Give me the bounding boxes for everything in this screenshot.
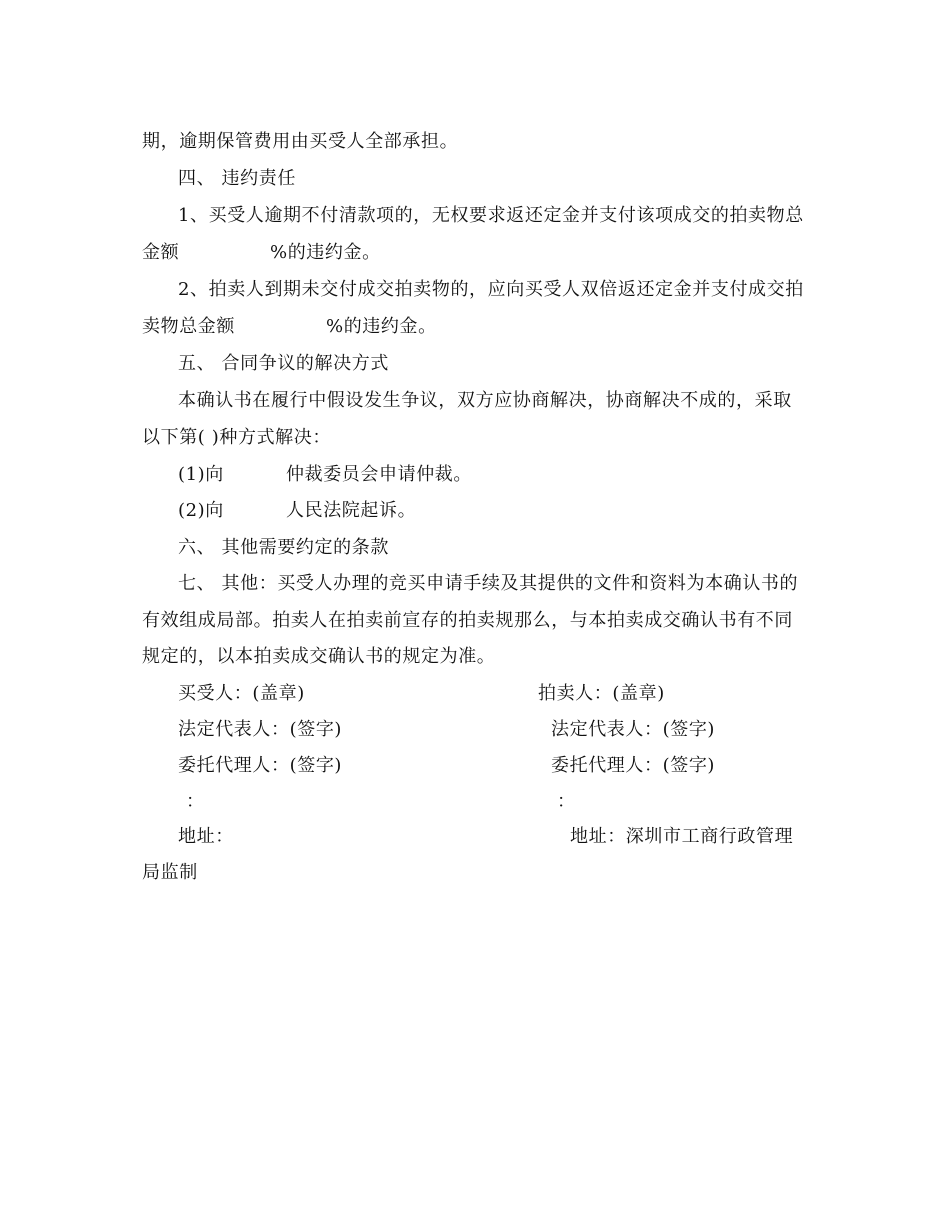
seller-legal-rep-label: 法定代表人：(签字) [551,719,716,740]
paragraph-line: 七、 其他：买受人办理的竞买申请手续及其提供的文件和资料为本确认书的 [178,573,799,594]
section-heading-dispute-resolution: 五、 合同争议的解决方式 [178,353,389,374]
paragraph-line: 规定的，以本拍卖成交确认书的规定为准。 [142,646,496,667]
buyer-address-label: 地址： [178,826,234,847]
option-line-court: (2)向 [178,500,224,521]
paragraph-line: %的违约金。 [326,316,437,337]
buyer-seal-label: 买受人：(盖章) [178,683,305,704]
paragraph-line: 1、买受人逾期不付清款项的，无权要求返还定金并支付该项成交的拍卖物总 [178,205,804,226]
seller-blank-colon: ： [557,791,576,812]
paragraph-line: 期，逾期保管费用由买受人全部承担。 [142,131,459,152]
seller-agent-label: 委托代理人：(签字) [551,755,716,776]
buyer-legal-rep-label: 法定代表人：(签字) [178,719,343,740]
section-heading-breach-liability: 四、 违约责任 [178,168,296,189]
paragraph-line: 2、拍卖人到期未交付成交拍卖物的，应向买受人双倍返还定金并支付成交拍 [178,279,804,300]
paragraph-line: %的违约金。 [270,242,381,263]
option-line-arbitration-text: 仲裁委员会申请仲裁。 [286,464,472,485]
paragraph-line: 金额 [142,242,180,263]
buyer-agent-label: 委托代理人：(签字) [178,755,343,776]
footer-supervision-note: 局监制 [142,862,198,883]
paragraph-line: 有效组成局部。拍卖人在拍卖前宣存的拍卖规那么，与本拍卖成交确认书有不同 [142,610,793,631]
paragraph-line: 本确认书在履行中假设发生争议，双方应协商解决，协商解决不成的，采取 [178,390,792,411]
seller-address-label: 地址：深圳市工商行政管理 [570,826,794,847]
option-line-court-text: 人民法院起诉。 [286,500,417,521]
option-line-arbitration: (1)向 [178,464,224,485]
paragraph-line: 以下第( )种方式解决： [142,427,331,448]
section-heading-other-terms: 六、 其他需要约定的条款 [178,537,389,558]
paragraph-line: 卖物总金额 [142,316,235,337]
buyer-blank-colon: ： [186,791,205,812]
seller-seal-label: 拍卖人：(盖章) [538,683,665,704]
